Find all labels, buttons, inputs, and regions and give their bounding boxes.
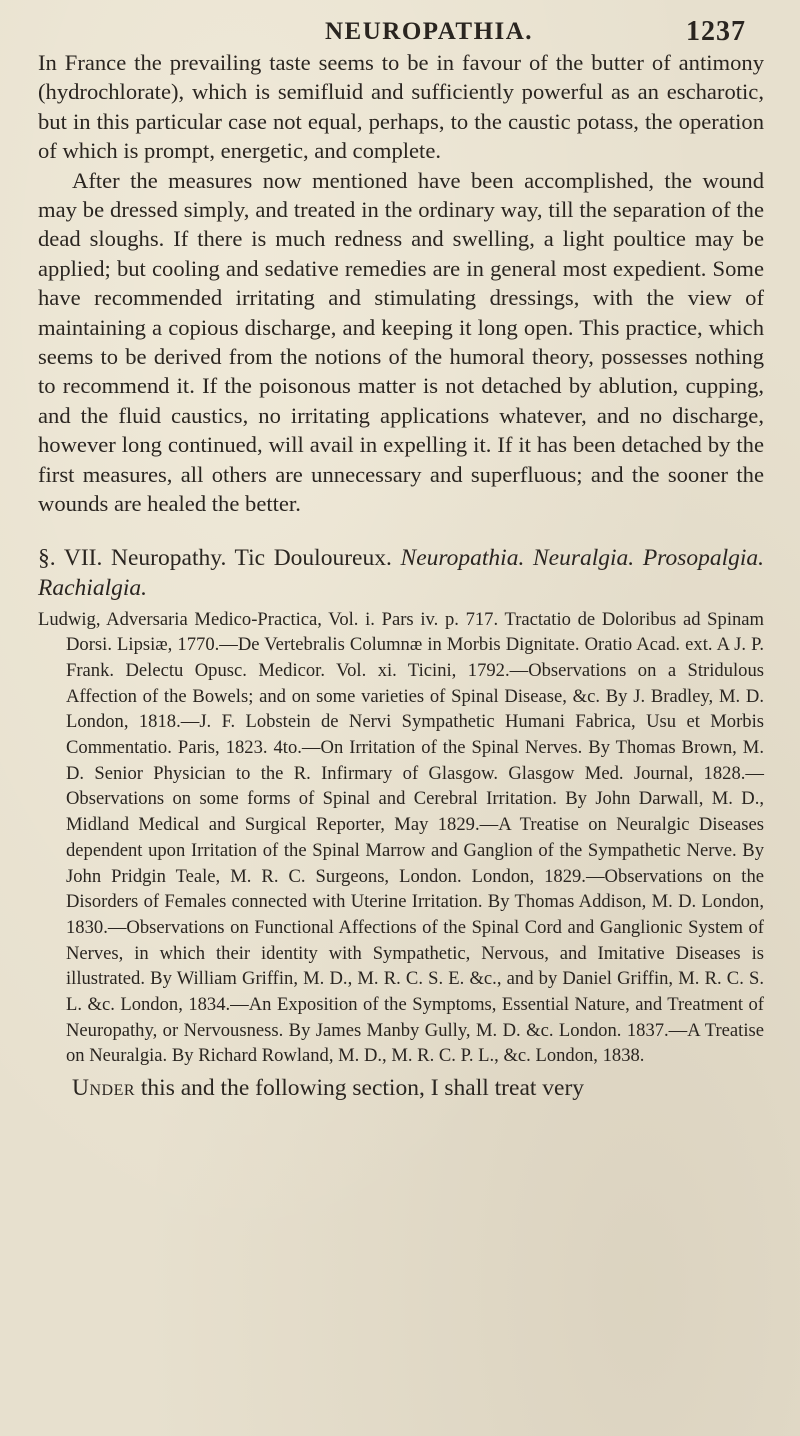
page-number: 1237 <box>686 16 746 47</box>
paragraph-dressing: After the measures now mentioned have been accomplished, the wound may be dressed simply, and treated in the ordinary way, till the separation of the dead sloughs. If there is much redness and swelling, a light poultice may be applied; but cooling and sedative remedies are in general most expedient. Some have recommended irritating and stimulating dressings, with the view of maintaining a copious discharge, and keeping it long open. This practice, which seems to be derived from the notions of the humoral theory, possesses nothing to recommend it. If the poisonous matter is not detached by ablution, cupping, and the fluid caustics, no irritating applications whatever, and no discharge, however long continued, will avail in expelling it. If it has been detached by the first measures, all others are unnecessary and superfluous; and the sooner the wounds are healed the better. <box>38 167 764 517</box>
closing-paragraph <box>38 1073 764 1103</box>
section-heading <box>38 543 764 603</box>
closing-lead-word: Under <box>72 1075 136 1102</box>
closing-text: this and the following section, I shall treat very <box>140 1075 585 1102</box>
paragraph-escharotic: In France the prevailing taste seems to be in favour of the butter of antimony (hydrochlorate), which is semifluid and sufficiently powerful as an escharotic, but in this particular case not equal, perhaps, to the caustic potass, the operation of which is prompt, energetic, and complete. <box>38 50 764 164</box>
bibliography: Ludwig, Adversaria Medico-Practica, Vol. i. Pars iv. p. 717. Tractatio de Doloribus ad Spinam Dorsi. Lipsiæ, 1770.—De Vertebralis Columnæ in Morbis Dignitate. Oratio Acad. ext. A J. P. Frank. Delectu Opusc. Medicor. Vol. xi. Ticini, 1792.—Observations on a Stridulous Affection of the Bowels; and on some varieties of Spinal Disease, &c. By J. Bradley, M. D. London, 1818.—J. F. Lobstein de Nervi Sympathetic Humani Fabrica, Usu et Morbis Commentatio. Paris, 1823. 4to.—On Irritation of the Spinal Nerves. By Thomas Brown, M. D. Senior Physician to the R. Infirmary of Glasgow. Glasgow Med. Journal, 1828.—Observations on some forms of Spinal and Cerebral Irritation. By John Darwall, M. D., Midland Medical and Surgical Reporter, May 1829.—A Treatise on Neuralgic Diseases dependent upon Irritation of the Spinal Marrow and Ganglion of the Sympathetic Nerve. By John Pridgin Teale, M. R. C. Surgeons, London. London, 1829.—Observations on the Disorders of Females connected with Uterine Irritation. By Thomas Addison, M. D. London, 1830.—Observations on Functional Affections of the Spinal Cord and Ganglionic System of Nerves, in which their identity with Sympathetic, Nervous, and Imitative Diseases is illustrated. By William Griffin, M. D., M. R. C. S. E. &c., and by Daniel Griffin, M. R. C. S. L. &c. London, 1834.—An Exposition of the Symptoms, Essential Nature, and Treatment of Neuropathy, or Nervousness. By James Manby Gully, M. D. &c. London. 1837.—A Treatise on Neuralgia. By Richard Rowland, M. D., M. R. C. P. L., &c. London, 1838. <box>38 608 764 1067</box>
running-title: NEUROPATHIA. <box>325 18 534 45</box>
running-head <box>38 12 764 48</box>
section-latin-names: Neuropathia. Neuralgia. Prosopalgia. Rachialgia. <box>38 544 765 601</box>
section-title: Neuropathy. Tic Douloureux. <box>111 544 392 571</box>
section-number: §. VII. <box>38 544 103 571</box>
body-text <box>38 48 764 519</box>
